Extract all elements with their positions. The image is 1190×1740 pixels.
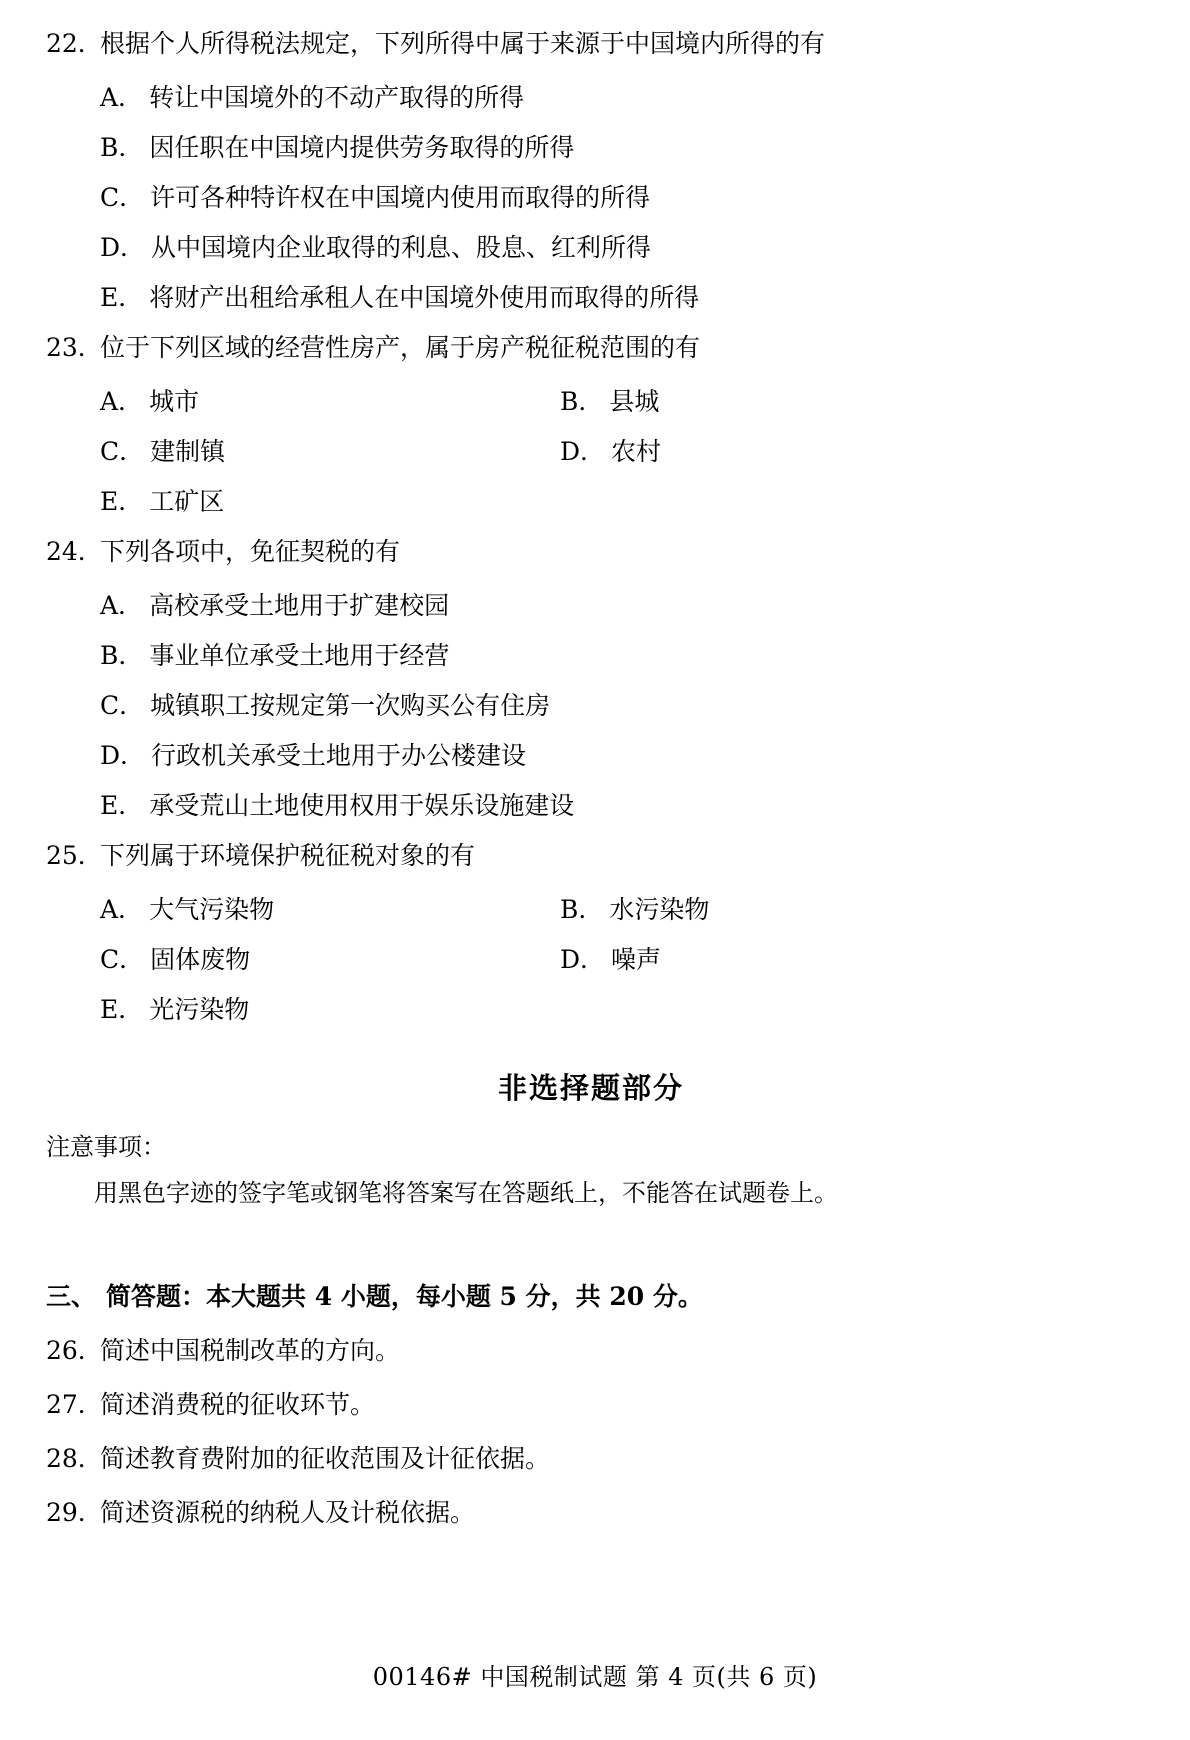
- option-row: [100, 174, 1136, 222]
- option-letter: D．: [100, 233, 146, 262]
- option-text: 大气污染物: [149, 895, 275, 924]
- page-footer: 00146# 中国税制试题 第 4 页(共 6 页): [372, 1663, 818, 1691]
- short-question-text: 简述中国税制改革的方向。: [100, 1336, 401, 1365]
- short-question-text: 简述教育费附加的征收范围及计征依据。: [100, 1444, 551, 1473]
- short-question-text: 简述消费税的征收环节。: [100, 1390, 376, 1419]
- option-text: 高校承受土地用于扩建校园: [149, 591, 450, 620]
- option-text: 固体废物: [150, 945, 251, 974]
- option-letter: E．: [100, 995, 144, 1024]
- option-text: 县城: [609, 387, 660, 416]
- option-row: [100, 682, 1136, 730]
- option-24-c[interactable]: [100, 682, 1136, 730]
- option-letter: D．: [560, 437, 606, 466]
- option-23-b[interactable]: [560, 378, 1020, 426]
- option-row: [100, 124, 1136, 172]
- option-text: 行政机关承受土地用于办公楼建设: [151, 741, 527, 770]
- option-letter: A．: [100, 895, 144, 924]
- option-24-d[interactable]: [100, 732, 1136, 780]
- short-question-29: [46, 1488, 1136, 1538]
- option-letter: B．: [560, 387, 604, 416]
- option-letter: E．: [100, 791, 144, 820]
- option-25-b[interactable]: [560, 886, 1020, 934]
- option-row: [100, 936, 1136, 984]
- question-text-22: 根据个人所得税法规定，下列所得中属于来源于中国境内所得的有: [100, 29, 826, 58]
- option-text: 工矿区: [149, 487, 225, 516]
- question-text-24: 下列各项中，免征契税的有: [100, 537, 401, 566]
- part-three-number: 三、: [46, 1282, 97, 1311]
- option-row: [100, 224, 1136, 272]
- option-row: [100, 74, 1136, 122]
- notice-body: 用黑色字迹的签字笔或钢笔将答案写在答题纸上，不能答在试题卷上。: [94, 1179, 838, 1207]
- page-content: [46, 20, 1136, 1542]
- option-row: [100, 632, 1136, 680]
- option-text: 事业单位承受土地用于经营: [149, 641, 450, 670]
- option-22-e[interactable]: [100, 274, 1136, 322]
- option-text: 水污染物: [609, 895, 710, 924]
- option-23-a[interactable]: [100, 378, 560, 426]
- part-three-text: 简答题：本大题共 4 小题，每小题 5 分，共 20 分。: [106, 1282, 703, 1311]
- option-25-d[interactable]: [560, 936, 1020, 984]
- question-stem-25: [46, 832, 1136, 880]
- option-letter: C．: [100, 945, 145, 974]
- option-24-e[interactable]: [100, 782, 1136, 830]
- option-text: 从中国境内企业取得的利息、股息、红利所得: [151, 233, 652, 262]
- option-22-b[interactable]: [100, 124, 1136, 172]
- option-letter: C．: [100, 691, 145, 720]
- question-stem-22: [46, 20, 1136, 68]
- option-row: [100, 732, 1136, 780]
- option-22-c[interactable]: [100, 174, 1136, 222]
- option-text: 承受荒山土地使用权用于娱乐设施建设: [149, 791, 575, 820]
- option-22-d[interactable]: [100, 224, 1136, 272]
- option-25-c[interactable]: [100, 936, 560, 984]
- short-question-26: [46, 1326, 1136, 1376]
- notice-label: 注意事项：: [46, 1133, 166, 1161]
- option-text: 城镇职工按规定第一次购买公有住房: [150, 691, 551, 720]
- option-row: [100, 428, 1136, 476]
- short-question-number: 27．: [46, 1390, 103, 1419]
- option-23-c[interactable]: [100, 428, 560, 476]
- option-row: [100, 986, 1136, 1034]
- option-row: [100, 378, 1136, 426]
- option-letter: B．: [560, 895, 604, 924]
- option-letter: B．: [100, 133, 144, 162]
- short-question-number: 28．: [46, 1444, 103, 1473]
- option-23-e[interactable]: [100, 478, 1136, 526]
- option-text: 将财产出租给承租人在中国境外使用而取得的所得: [149, 283, 700, 312]
- question-stem-23: [46, 324, 1136, 372]
- option-23-d[interactable]: [560, 428, 1020, 476]
- question-number-25: 25．: [46, 841, 103, 870]
- option-25-a[interactable]: [100, 886, 560, 934]
- option-24-b[interactable]: [100, 632, 1136, 680]
- option-letter: C．: [100, 437, 145, 466]
- option-letter: A．: [100, 83, 144, 112]
- option-text: 建制镇: [150, 437, 226, 466]
- option-text: 农村: [611, 437, 662, 466]
- question-text-23: 位于下列区域的经营性房产，属于房产税征税范围的有: [100, 333, 701, 362]
- option-22-a[interactable]: [100, 74, 1136, 122]
- option-text: 光污染物: [149, 995, 250, 1024]
- option-row: [100, 478, 1136, 526]
- short-question-28: [46, 1434, 1136, 1484]
- short-question-text: 简述资源税的纳税人及计税依据。: [100, 1498, 476, 1527]
- option-letter: E．: [100, 283, 144, 312]
- short-question-number: 26．: [46, 1336, 103, 1365]
- option-letter: A．: [100, 387, 144, 416]
- question-stem-24: [46, 528, 1136, 576]
- option-text: 因任职在中国境内提供劳务取得的所得: [149, 133, 575, 162]
- option-letter: C．: [100, 183, 145, 212]
- option-row: [100, 274, 1136, 322]
- option-25-e[interactable]: [100, 986, 1136, 1034]
- option-text: 许可各种特许权在中国境内使用而取得的所得: [150, 183, 651, 212]
- option-text: 城市: [149, 387, 200, 416]
- option-letter: D．: [100, 741, 146, 770]
- option-text: 噪声: [611, 945, 662, 974]
- short-question-number: 29．: [46, 1498, 103, 1527]
- option-letter: A．: [100, 591, 144, 620]
- option-row: [100, 782, 1136, 830]
- option-text: 转让中国境外的不动产取得的所得: [149, 83, 525, 112]
- question-number-22: 22．: [46, 29, 103, 58]
- part-three-heading: [46, 1272, 1136, 1322]
- option-letter: D．: [560, 945, 606, 974]
- question-text-25: 下列属于环境保护税征税对象的有: [100, 841, 476, 870]
- option-letter: B．: [100, 641, 144, 670]
- question-number-24: 24．: [46, 537, 103, 566]
- short-question-27: [46, 1380, 1136, 1430]
- option-letter: E．: [100, 487, 144, 516]
- option-row: [100, 582, 1136, 630]
- option-row: [100, 886, 1136, 934]
- section-title: 非选择题部分: [497, 1071, 684, 1105]
- question-number-23: 23．: [46, 333, 103, 362]
- option-24-a[interactable]: [100, 582, 1136, 630]
